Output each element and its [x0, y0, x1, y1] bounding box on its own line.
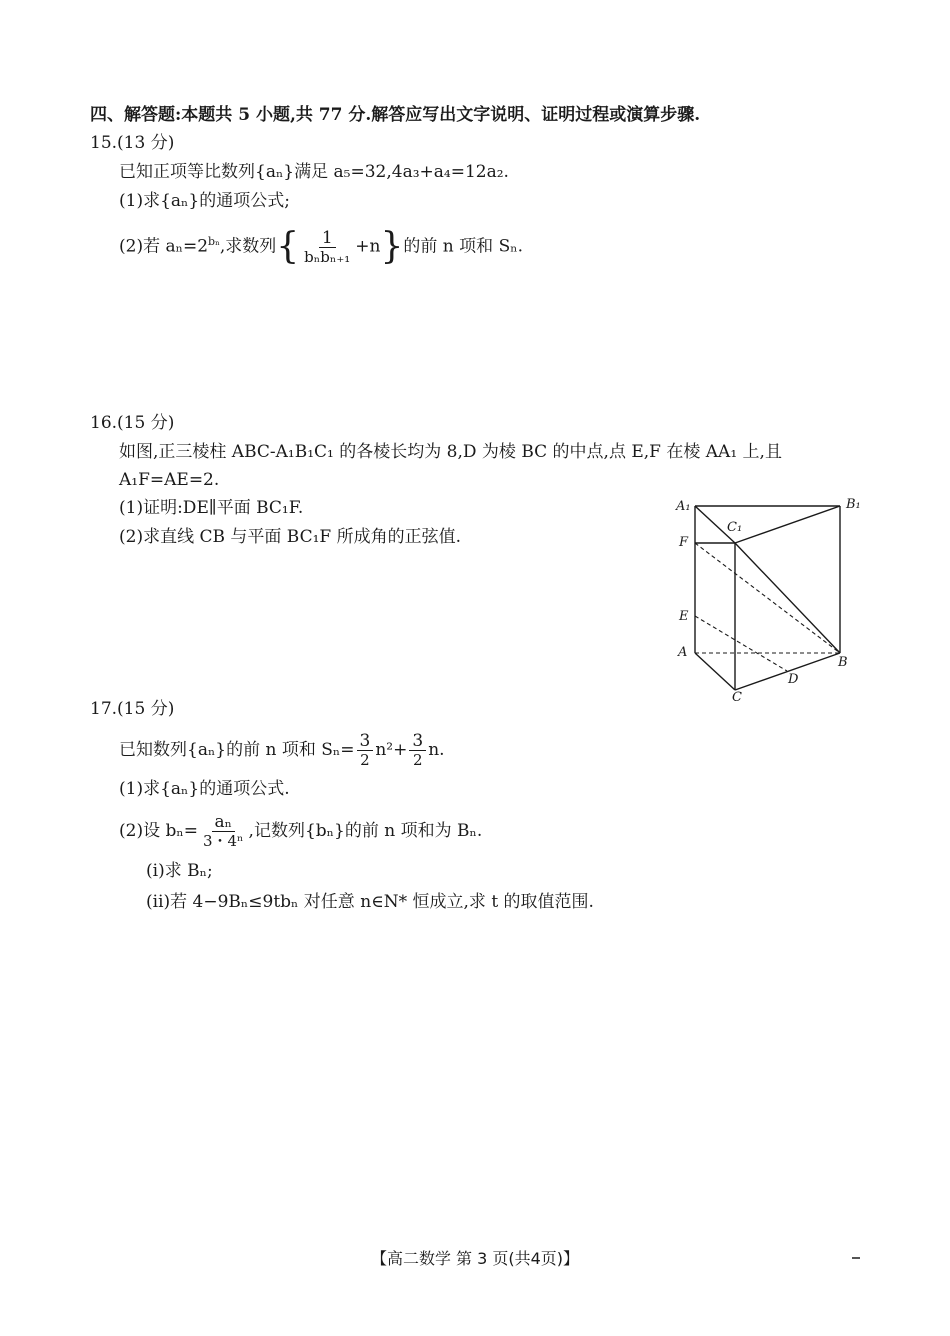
q15-part2-suffix: 的前 n 项和 Sₙ. [403, 236, 523, 257]
label-c: C [732, 690, 742, 705]
label-b1: B₁ [846, 497, 861, 512]
q15-part2-prefix: (2)若 aₙ=2 [119, 236, 209, 257]
q17-stem-prefix: 已知数列{aₙ}的前 n 项和 Sₙ= [119, 740, 355, 760]
q15-part2-plus: +n [355, 236, 381, 257]
q15-part2-mid: ,求数列 [219, 236, 277, 257]
q17-sub-ii: (ⅱ)若 4−9Bₙ≤9tbₙ 对任意 n∈N* 恒成立,求 t 的取值范围. [146, 892, 594, 912]
q17-part2-fraction [200, 813, 247, 850]
edge-c1-b1 [735, 506, 840, 543]
q17-number: 17.(15 分) [90, 699, 175, 719]
label-f: F [679, 535, 689, 550]
q17-frac2-denominator: 2 [413, 751, 423, 769]
label-a: A [678, 645, 688, 660]
q17-part2-prefix: (2)设 bₙ= [119, 821, 198, 841]
prism-figure [660, 490, 870, 710]
hidden-segment-f-b [695, 543, 840, 653]
q16-stem-line1: 如图,正三棱柱 ABC-A₁B₁C₁ 的各棱长均为 8,D 为棱 BC 的中点,点 E,F 在棱 AA₁ 上,且 [119, 442, 782, 462]
label-c1: C₁ [727, 520, 743, 535]
corner-mark [852, 1257, 860, 1259]
q16-part2: (2)求直线 CB 与平面 BC₁F 所成角的正弦值. [119, 527, 462, 547]
q17-part2-suffix: ,记数列{bₙ}的前 n 项和为 Bₙ. [248, 821, 483, 841]
label-b: B [838, 655, 848, 670]
q17-part1: (1)求{aₙ}的通项公式. [119, 779, 290, 799]
section-header: 四、解答题:本题共 5 小题,共 77 分.解答应写出文字说明、证明过程或演算步骤. [90, 105, 701, 125]
q17-sub-i: (ⅰ)求 Bₙ; [146, 861, 213, 881]
q16-part1: (1)证明:DE∥平面 BC₁F. [119, 498, 304, 518]
q15-stem: 已知正项等比数列{aₙ}满足 a₅=32,4a₃+a₄=12a₂. [119, 162, 509, 182]
q17-stem-mid: n²+ [375, 740, 408, 760]
edge-a-c [695, 653, 735, 690]
q15-number: 15.(13 分) [90, 133, 175, 153]
q17-part2-frac-numerator: aₙ [212, 813, 236, 832]
q17-frac1-numerator: 3 [357, 732, 374, 751]
q15-frac-numerator: 1 [319, 229, 336, 248]
right-brace: } [380, 226, 404, 268]
label-a1: A₁ [676, 499, 691, 514]
q17-frac1-denominator: 2 [360, 751, 370, 769]
label-e: E [679, 609, 689, 624]
q17-fraction-2 [409, 732, 426, 769]
q15-part2 [119, 222, 523, 267]
segment-c1-b [735, 543, 840, 653]
q15-part1: (1)求{aₙ}的通项公式; [119, 191, 290, 211]
label-d: D [788, 672, 799, 687]
q17-stem-suffix: n. [428, 740, 445, 760]
q15-frac-denominator: bₙbₙ₊₁ [304, 247, 351, 266]
page-footer: 【高二数学 第 3 页(共4页)】 [370, 1249, 580, 1268]
q16-number: 16.(15 分) [90, 413, 175, 433]
q17-frac2-numerator: 3 [409, 732, 426, 751]
q17-part2-frac-denominator: 3・4ⁿ [202, 832, 244, 850]
q17-part2 [119, 811, 482, 851]
q17-fraction-1 [357, 732, 374, 769]
left-brace: { [276, 226, 300, 268]
q17-stem [119, 730, 445, 770]
q16-stem-line2: A₁F=AE=2. [119, 470, 220, 490]
q15-fraction [301, 229, 353, 266]
hidden-segment-e-d [695, 616, 787, 671]
q15-part2-exponent: bₙ [208, 235, 220, 248]
